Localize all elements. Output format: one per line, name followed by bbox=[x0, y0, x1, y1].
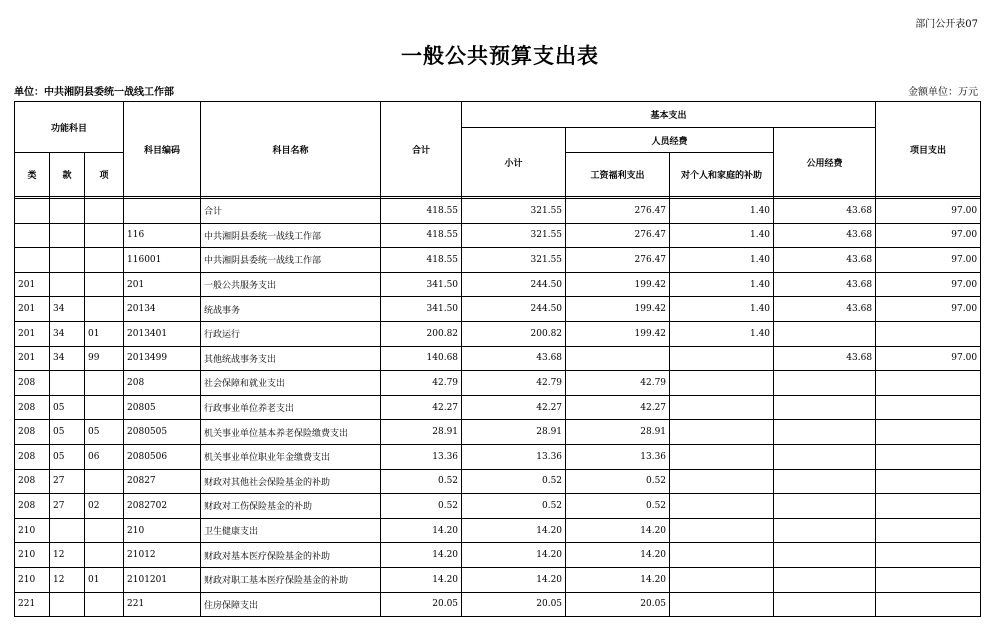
cell-kuan: 12 bbox=[50, 543, 85, 568]
header-subtotal: 小计 bbox=[462, 128, 566, 197]
cell-subtotal: 0.52 bbox=[462, 469, 566, 494]
cell-subtotal: 321.55 bbox=[462, 248, 566, 273]
cell-household: 1.40 bbox=[670, 223, 774, 248]
cell-subject-code: 2013401 bbox=[124, 321, 201, 346]
cell-subject-code: 2101201 bbox=[124, 567, 201, 592]
unit-label: 单位：中共湘阴县委统一战线工作部 bbox=[14, 87, 174, 98]
cell-subject-name: 财政对基本医疗保险基金的补助 bbox=[201, 543, 381, 568]
cell-subject-name: 中共湘阴县委统一战线工作部 bbox=[201, 248, 381, 273]
table-row bbox=[15, 346, 981, 371]
cell-project: 97.00 bbox=[876, 346, 981, 371]
cell-total: 20.05 bbox=[381, 592, 462, 617]
cell-lei: 208 bbox=[15, 444, 50, 469]
header-project: 项目支出 bbox=[876, 102, 981, 197]
cell-lei: 201 bbox=[15, 297, 50, 322]
cell-kuan bbox=[50, 592, 85, 617]
cell-total: 14.20 bbox=[381, 518, 462, 543]
cell-public bbox=[774, 543, 876, 568]
cell-subject-code: 2013499 bbox=[124, 346, 201, 371]
cell-subject-code: 221 bbox=[124, 592, 201, 617]
cell-household bbox=[670, 420, 774, 445]
cell-public bbox=[774, 494, 876, 519]
cell-public bbox=[774, 371, 876, 396]
cell-kuan bbox=[50, 272, 85, 297]
cell-xiang bbox=[85, 592, 124, 617]
cell-subject-name: 一般公共服务支出 bbox=[201, 272, 381, 297]
cell-lei: 210 bbox=[15, 543, 50, 568]
cell-subject-name: 机关事业单位基本养老保险缴费支出 bbox=[201, 420, 381, 445]
cell-salary: 20.05 bbox=[566, 592, 670, 617]
cell-lei: 210 bbox=[15, 518, 50, 543]
cell-subject-code: 20827 bbox=[124, 469, 201, 494]
cell-subject-name: 行政运行 bbox=[201, 321, 381, 346]
table-row bbox=[15, 199, 981, 224]
cell-subject-name: 社会保障和就业支出 bbox=[201, 371, 381, 396]
cell-xiang bbox=[85, 469, 124, 494]
cell-subtotal: 20.05 bbox=[462, 592, 566, 617]
cell-kuan: 05 bbox=[50, 395, 85, 420]
cell-subject-code: 210 bbox=[124, 518, 201, 543]
cell-kuan bbox=[50, 199, 85, 224]
cell-subject-code: 201 bbox=[124, 272, 201, 297]
cell-subject-code bbox=[124, 199, 201, 224]
cell-xiang bbox=[85, 297, 124, 322]
cell-public: 43.68 bbox=[774, 199, 876, 224]
cell-xiang bbox=[85, 371, 124, 396]
cell-household: 1.40 bbox=[670, 297, 774, 322]
cell-project bbox=[876, 371, 981, 396]
cell-kuan: 12 bbox=[50, 567, 85, 592]
cell-public bbox=[774, 518, 876, 543]
cell-xiang bbox=[85, 272, 124, 297]
cell-subtotal: 13.36 bbox=[462, 444, 566, 469]
cell-lei bbox=[15, 248, 50, 273]
cell-subject-name: 机关事业单位职业年金缴费支出 bbox=[201, 444, 381, 469]
cell-total: 0.52 bbox=[381, 494, 462, 519]
table-row bbox=[15, 297, 981, 322]
cell-subtotal: 321.55 bbox=[462, 199, 566, 224]
cell-lei: 201 bbox=[15, 272, 50, 297]
cell-total: 42.79 bbox=[381, 371, 462, 396]
header-xiang: 项 bbox=[85, 153, 124, 197]
table-row bbox=[15, 248, 981, 273]
cell-public: 43.68 bbox=[774, 248, 876, 273]
cell-lei: 208 bbox=[15, 420, 50, 445]
cell-project: 97.00 bbox=[876, 272, 981, 297]
header-salary: 工资福利支出 bbox=[566, 153, 670, 197]
cell-public bbox=[774, 420, 876, 445]
cell-project bbox=[876, 592, 981, 617]
cell-subtotal: 0.52 bbox=[462, 494, 566, 519]
cell-salary: 276.47 bbox=[566, 248, 670, 273]
page-title: 一般公共预算支出表 bbox=[401, 44, 599, 68]
header-public: 公用经费 bbox=[774, 128, 876, 197]
cell-salary: 28.91 bbox=[566, 420, 670, 445]
cell-kuan: 27 bbox=[50, 469, 85, 494]
cell-subject-code: 116001 bbox=[124, 248, 201, 273]
cell-xiang: 01 bbox=[85, 567, 124, 592]
cell-project bbox=[876, 518, 981, 543]
cell-salary bbox=[566, 346, 670, 371]
header-subject-name: 科目名称 bbox=[201, 102, 381, 197]
cell-project: 97.00 bbox=[876, 223, 981, 248]
cell-subject-name: 统战事务 bbox=[201, 297, 381, 322]
cell-project bbox=[876, 444, 981, 469]
cell-kuan: 34 bbox=[50, 346, 85, 371]
cell-project bbox=[876, 420, 981, 445]
header-func-subject: 功能科目 bbox=[15, 102, 124, 153]
cell-total: 418.55 bbox=[381, 199, 462, 224]
table-row bbox=[15, 420, 981, 445]
cell-lei bbox=[15, 199, 50, 224]
cell-xiang: 05 bbox=[85, 420, 124, 445]
cell-total: 13.36 bbox=[381, 444, 462, 469]
cell-salary: 14.20 bbox=[566, 543, 670, 568]
table-row bbox=[15, 395, 981, 420]
currency-unit-label: 金额单位：万元 bbox=[908, 87, 978, 98]
cell-total: 418.55 bbox=[381, 248, 462, 273]
cell-household bbox=[670, 543, 774, 568]
cell-subtotal: 244.50 bbox=[462, 297, 566, 322]
cell-salary: 13.36 bbox=[566, 444, 670, 469]
cell-lei: 208 bbox=[15, 371, 50, 396]
cell-salary: 199.42 bbox=[566, 321, 670, 346]
header-household: 对个人和家庭的补助 bbox=[670, 153, 774, 197]
cell-household: 1.40 bbox=[670, 272, 774, 297]
cell-subtotal: 43.68 bbox=[462, 346, 566, 371]
cell-project bbox=[876, 321, 981, 346]
cell-xiang bbox=[85, 248, 124, 273]
cell-lei: 208 bbox=[15, 469, 50, 494]
cell-household bbox=[670, 567, 774, 592]
cell-subtotal: 14.20 bbox=[462, 567, 566, 592]
cell-subject-name: 其他统战事务支出 bbox=[201, 346, 381, 371]
cell-total: 341.50 bbox=[381, 297, 462, 322]
cell-lei: 201 bbox=[15, 321, 50, 346]
cell-total: 0.52 bbox=[381, 469, 462, 494]
cell-total: 42.27 bbox=[381, 395, 462, 420]
cell-kuan bbox=[50, 371, 85, 396]
cell-total: 200.82 bbox=[381, 321, 462, 346]
cell-xiang bbox=[85, 395, 124, 420]
cell-xiang bbox=[85, 199, 124, 224]
cell-subject-code: 116 bbox=[124, 223, 201, 248]
cell-subject-name: 中共湘阴县委统一战线工作部 bbox=[201, 223, 381, 248]
cell-public bbox=[774, 395, 876, 420]
cell-salary: 42.79 bbox=[566, 371, 670, 396]
cell-salary: 276.47 bbox=[566, 199, 670, 224]
cell-public: 43.68 bbox=[774, 346, 876, 371]
cell-subtotal: 42.27 bbox=[462, 395, 566, 420]
header-subject-code: 科目编码 bbox=[124, 102, 201, 197]
cell-kuan: 05 bbox=[50, 444, 85, 469]
header-kuan: 款 bbox=[50, 153, 85, 197]
cell-public bbox=[774, 592, 876, 617]
cell-kuan: 34 bbox=[50, 321, 85, 346]
cell-total: 14.20 bbox=[381, 567, 462, 592]
cell-project: 97.00 bbox=[876, 248, 981, 273]
cell-project: 97.00 bbox=[876, 199, 981, 224]
cell-subject-code: 20805 bbox=[124, 395, 201, 420]
cell-project bbox=[876, 395, 981, 420]
table-row bbox=[15, 444, 981, 469]
cell-household bbox=[670, 469, 774, 494]
table-row bbox=[15, 223, 981, 248]
table-row bbox=[15, 469, 981, 494]
table-row bbox=[15, 592, 981, 617]
cell-public: 43.68 bbox=[774, 297, 876, 322]
cell-subject-name: 财政对职工基本医疗保险基金的补助 bbox=[201, 567, 381, 592]
cell-xiang: 99 bbox=[85, 346, 124, 371]
cell-household bbox=[670, 444, 774, 469]
cell-xiang bbox=[85, 543, 124, 568]
cell-household: 1.40 bbox=[670, 321, 774, 346]
cell-salary: 199.42 bbox=[566, 272, 670, 297]
header-personnel: 人员经费 bbox=[566, 128, 774, 153]
cell-household: 1.40 bbox=[670, 199, 774, 224]
cell-subject-name: 卫生健康支出 bbox=[201, 518, 381, 543]
cell-household bbox=[670, 346, 774, 371]
cell-subject-name: 行政事业单位养老支出 bbox=[201, 395, 381, 420]
cell-xiang: 06 bbox=[85, 444, 124, 469]
cell-project bbox=[876, 567, 981, 592]
cell-total: 28.91 bbox=[381, 420, 462, 445]
header-lei: 类 bbox=[15, 153, 50, 197]
cell-subtotal: 14.20 bbox=[462, 543, 566, 568]
budget-table bbox=[14, 101, 981, 617]
cell-project bbox=[876, 543, 981, 568]
cell-subject-code: 2080505 bbox=[124, 420, 201, 445]
cell-subject-code: 2082702 bbox=[124, 494, 201, 519]
cell-salary: 276.47 bbox=[566, 223, 670, 248]
cell-kuan bbox=[50, 223, 85, 248]
table-row bbox=[15, 321, 981, 346]
header-total: 合计 bbox=[381, 102, 462, 197]
cell-lei: 210 bbox=[15, 567, 50, 592]
cell-kuan: 34 bbox=[50, 297, 85, 322]
form-number: 部门公开表07 bbox=[915, 19, 978, 30]
cell-subject-name: 财政对工伤保险基金的补助 bbox=[201, 494, 381, 519]
cell-lei: 208 bbox=[15, 395, 50, 420]
cell-subtotal: 200.82 bbox=[462, 321, 566, 346]
cell-salary: 14.20 bbox=[566, 518, 670, 543]
cell-subtotal: 14.20 bbox=[462, 518, 566, 543]
cell-project bbox=[876, 469, 981, 494]
cell-public: 43.68 bbox=[774, 223, 876, 248]
table-row bbox=[15, 371, 981, 396]
cell-subtotal: 28.91 bbox=[462, 420, 566, 445]
cell-lei: 208 bbox=[15, 494, 50, 519]
cell-project bbox=[876, 494, 981, 519]
header-basic: 基本支出 bbox=[462, 102, 876, 128]
cell-public bbox=[774, 321, 876, 346]
table-row bbox=[15, 272, 981, 297]
cell-salary: 42.27 bbox=[566, 395, 670, 420]
cell-xiang bbox=[85, 518, 124, 543]
cell-subtotal: 244.50 bbox=[462, 272, 566, 297]
cell-kuan bbox=[50, 518, 85, 543]
cell-salary: 0.52 bbox=[566, 469, 670, 494]
cell-household bbox=[670, 592, 774, 617]
cell-subject-code: 2080506 bbox=[124, 444, 201, 469]
cell-public bbox=[774, 444, 876, 469]
cell-lei: 201 bbox=[15, 346, 50, 371]
cell-household bbox=[670, 371, 774, 396]
cell-subtotal: 321.55 bbox=[462, 223, 566, 248]
cell-lei: 221 bbox=[15, 592, 50, 617]
cell-subject-name: 合计 bbox=[201, 199, 381, 224]
cell-kuan: 27 bbox=[50, 494, 85, 519]
cell-subject-name: 住房保障支出 bbox=[201, 592, 381, 617]
cell-subject-code: 20134 bbox=[124, 297, 201, 322]
cell-salary: 0.52 bbox=[566, 494, 670, 519]
cell-xiang: 02 bbox=[85, 494, 124, 519]
cell-public bbox=[774, 469, 876, 494]
cell-subtotal: 42.79 bbox=[462, 371, 566, 396]
table-row bbox=[15, 518, 981, 543]
cell-xiang: 01 bbox=[85, 321, 124, 346]
cell-kuan: 05 bbox=[50, 420, 85, 445]
cell-subject-code: 208 bbox=[124, 371, 201, 396]
table-row bbox=[15, 494, 981, 519]
cell-total: 14.20 bbox=[381, 543, 462, 568]
table-row bbox=[15, 567, 981, 592]
table-row bbox=[15, 543, 981, 568]
cell-total: 341.50 bbox=[381, 272, 462, 297]
cell-salary: 14.20 bbox=[566, 567, 670, 592]
cell-household bbox=[670, 395, 774, 420]
cell-household bbox=[670, 518, 774, 543]
cell-public bbox=[774, 567, 876, 592]
cell-kuan bbox=[50, 248, 85, 273]
cell-salary: 199.42 bbox=[566, 297, 670, 322]
cell-household bbox=[670, 494, 774, 519]
cell-xiang bbox=[85, 223, 124, 248]
cell-project: 97.00 bbox=[876, 297, 981, 322]
cell-household: 1.40 bbox=[670, 248, 774, 273]
cell-public: 43.68 bbox=[774, 272, 876, 297]
cell-lei bbox=[15, 223, 50, 248]
cell-subject-code: 21012 bbox=[124, 543, 201, 568]
cell-total: 418.55 bbox=[381, 223, 462, 248]
cell-total: 140.68 bbox=[381, 346, 462, 371]
cell-subject-name: 财政对其他社会保险基金的补助 bbox=[201, 469, 381, 494]
table-body bbox=[15, 197, 981, 617]
